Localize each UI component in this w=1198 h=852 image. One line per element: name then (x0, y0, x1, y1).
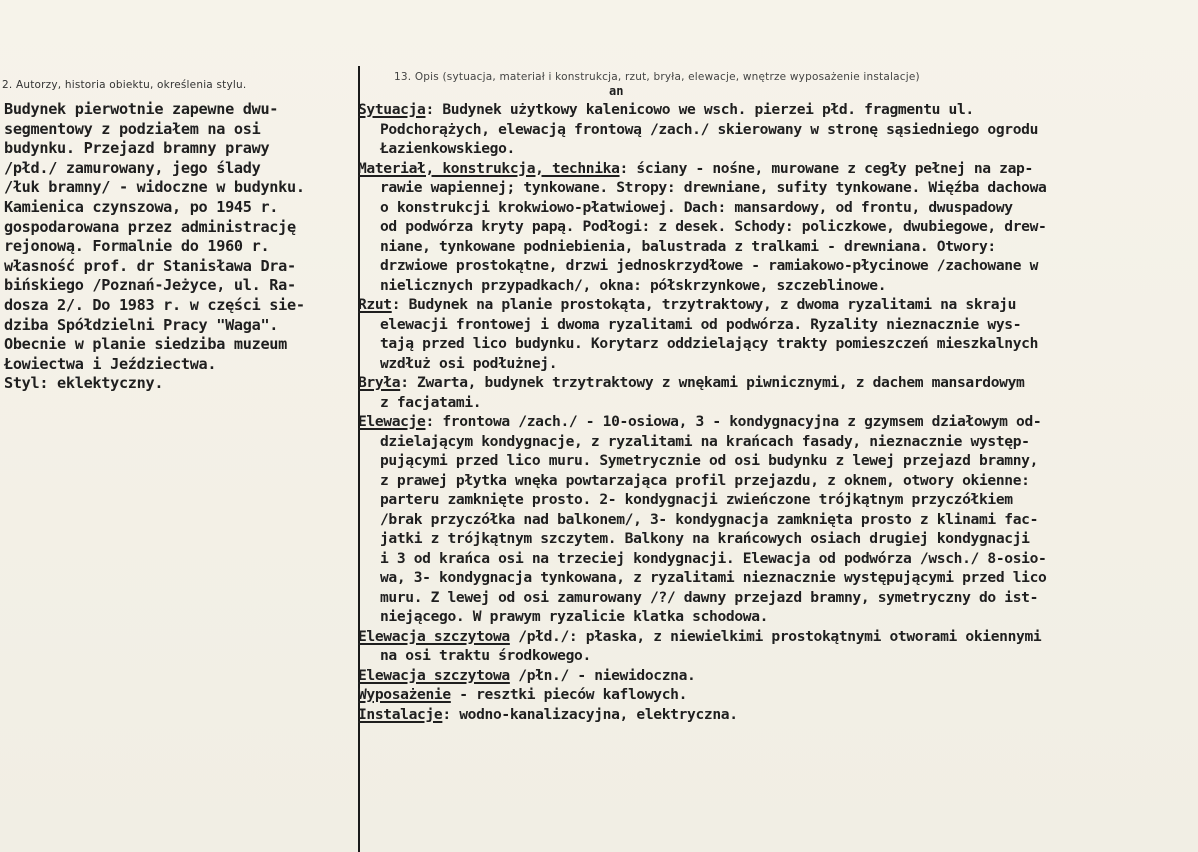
description-entry (358, 100, 1194, 159)
entry-text: : Budynek użytkowy kalenicowo we wsch. pierzei płd. fragmentu ul. (425, 101, 974, 118)
entry-text: /płd./: płaska, z niewielkimi prostokątnymi otworami okiennymi (509, 627, 1042, 645)
entry-continuation-line: jatki z trójkątnym szczytem. Balkony na krańcowych osiach drugiej kondygnacji (380, 530, 1030, 547)
description-entry (358, 685, 1194, 705)
history-line: Kamienica czynszowa, po 1945 r. (4, 197, 279, 216)
history-line: bińskiego /Poznań-Jeżyce, ul. Ra- (4, 276, 296, 295)
entry-first-line (358, 666, 1194, 686)
history-line: /łuk bramny/ - widoczne w budynku. (4, 178, 305, 197)
description-entry (358, 412, 1194, 627)
entry-continuation-line: elewacji frontowej i dwoma ryzalitami od podwórza. Ryzality nieznacznie wys- (380, 315, 1022, 333)
history-line: segmentowy z podziałem na osi (4, 119, 261, 138)
entry-heading: Elewacja szczytowa (358, 627, 510, 645)
history-line: /płd./ zamurowany, jego ślady (4, 158, 261, 177)
entry-text: : wodno-kanalizacyjna, elektryczna. (442, 705, 738, 723)
entry-heading: Elewacja szczytowa (358, 666, 510, 684)
history-text (4, 100, 354, 394)
entry-continuation-line: niane, tynkowane podniebienia, balustrada z tralkami - drewniana. Otwory: (380, 237, 996, 255)
entry-continuation-line: o konstrukcji krokwiowo-płatwiowej. Dach: mansardowy, od frontu, dwuspadowy (380, 198, 1013, 216)
entry-continuation-line: wa, 3- kondygnacja tynkowana, z ryzalitami nieznacznie występującymi przed lico (380, 569, 1047, 586)
entry-heading: Sytuacja (358, 101, 426, 118)
entry-heading: Wyposażenie (358, 686, 451, 703)
entry-first-line (358, 159, 1194, 179)
description-entry (358, 159, 1194, 296)
description-entry (358, 705, 1194, 725)
description-entry (358, 627, 1194, 666)
history-line: Obecnie w planie siedziba muzeum (4, 335, 287, 354)
entry-continuation-line: rawie wapiennej; tynkowane. Stropy: drewniane, sufity tynkowane. Więźba dachowa (380, 179, 1047, 196)
entry-first-line (358, 412, 1194, 432)
entry-continuation-line: dzielającym kondygnacje, z ryzalitami na krańcach fasady, nieznacznie występ- (380, 432, 1030, 450)
entry-continuation-line: muru. Z lewej od osi zamurowany /?/ dawny przejazd bramny, symetryczny do ist- (380, 588, 1039, 606)
description-entry (358, 295, 1194, 373)
history-line: dziba Spółdzielni Pracy "Waga". (4, 315, 279, 334)
entry-first-line (358, 705, 1194, 725)
entry-continuation-line: od podwórza kryty papą. Podłogi: z desek. Schody: policzkowe, dwubiegowe, drew- (380, 218, 1047, 235)
history-line: budynku. Przejazd bramny prawy (4, 139, 270, 158)
entry-text: : Zwarta, budynek trzytraktowy z wnękami piwnicznymi, z dachem mansardowym (400, 374, 1025, 391)
entry-text: : Budynek na planie prostokąta, trzytraktowy, z dwoma ryzalitami na skraju (391, 296, 1017, 313)
handwritten-correction: an (609, 84, 624, 98)
entry-text: - resztki pieców kaflowych. (450, 686, 688, 703)
entry-heading: Instalacje (358, 705, 443, 723)
entry-heading: Materiał, konstrukcja, technika (358, 159, 620, 177)
entry-text: : ściany - nośne, murowane z cegły pełnej na zap- (619, 159, 1033, 177)
history-line: Budynek pierwotnie zapewne dwu- (4, 100, 279, 118)
entry-heading: Rzut (358, 296, 392, 313)
history-line: gospodarowana przez administrację (4, 217, 296, 236)
history-line: Łowiectwa i Jeździectwa. (4, 354, 217, 373)
entry-continuation-line: Podchorążych, elewacją frontową /zach./ skierowany w stronę sąsiedniego ogrodu (380, 120, 1039, 138)
entry-heading: Bryła (358, 374, 401, 391)
entry-continuation-line: z facjatami. (380, 393, 482, 411)
entry-continuation-line: na osi traktu środkowego. (380, 647, 591, 664)
entry-continuation-line: tają przed lico budynku. Korytarz oddzielający trakty pomieszczeń mieszkalnych (380, 335, 1039, 352)
right-column-header: 13. Opis (sytuacja, materiał i konstrukcja, rzut, bryła, elewacje, wnętrze wyposażenie instalacje) (394, 71, 920, 83)
entry-continuation-line: wzdłuż osi podłużnej. (380, 354, 558, 372)
entry-first-line (358, 627, 1194, 647)
entry-continuation-line: drzwiowe prostokątne, drzwi jednoskrzydłowe - ramiakowo-płycinowe /zachowane w (380, 257, 1039, 274)
entry-continuation-line: i 3 od krańca osi na trzeciej kondygnacji. Elewacja od podwórza /wsch./ 8-osio- (380, 549, 1047, 567)
description-entry (358, 373, 1194, 412)
history-line: rejonową. Formalnie do 1960 r. (4, 237, 270, 256)
entry-continuation-line: z prawej płytka wnęka powtarzająca profil przejazdu, z oknem, otwory okienne: (380, 471, 1030, 489)
entry-continuation-line: nielicznych przypadkach/, okna: półskrzynkowe, szczeblinowe. (380, 276, 887, 294)
entry-first-line (358, 373, 1194, 393)
entry-continuation-line: /brak przyczółka nad balkonem/, 3- kondygnacja zamknięta prosto z klinami fac- (380, 510, 1039, 528)
entry-text: /płn./ - niewidoczna. (509, 666, 696, 684)
entry-continuation-line: Łazienkowskiego. (380, 140, 515, 157)
history-line: Styl: eklektyczny. (4, 374, 164, 393)
entry-continuation-line: pującymi przed lico muru. Symetrycznie od osi budynku z lewej przejazd bramny, (380, 452, 1039, 469)
entry-first-line (358, 685, 1194, 705)
history-line: własność prof. dr Stanisława Dra- (4, 256, 296, 275)
entry-heading: Elewacje (358, 413, 426, 430)
description-entries (358, 100, 1194, 724)
entry-text: : frontowa /zach./ - 10-osiowa, 3 - kondygnacyjna z gzymsem działowym od- (425, 413, 1042, 430)
entry-first-line (358, 295, 1194, 315)
entry-continuation-line: niejącego. W prawym ryzalicie klatka schodowa. (380, 608, 769, 625)
history-line: dosza 2/. Do 1983 r. w części sie- (4, 295, 305, 314)
left-column-header: 2. Autorzy, historia obiektu, określenia stylu. (2, 79, 247, 91)
description-entry (358, 666, 1194, 686)
entry-first-line (358, 100, 1194, 120)
entry-continuation-line: parteru zamknięte prosto. 2- kondygnacji zwieńczone trójkątnym przyczółkiem (380, 491, 1013, 508)
